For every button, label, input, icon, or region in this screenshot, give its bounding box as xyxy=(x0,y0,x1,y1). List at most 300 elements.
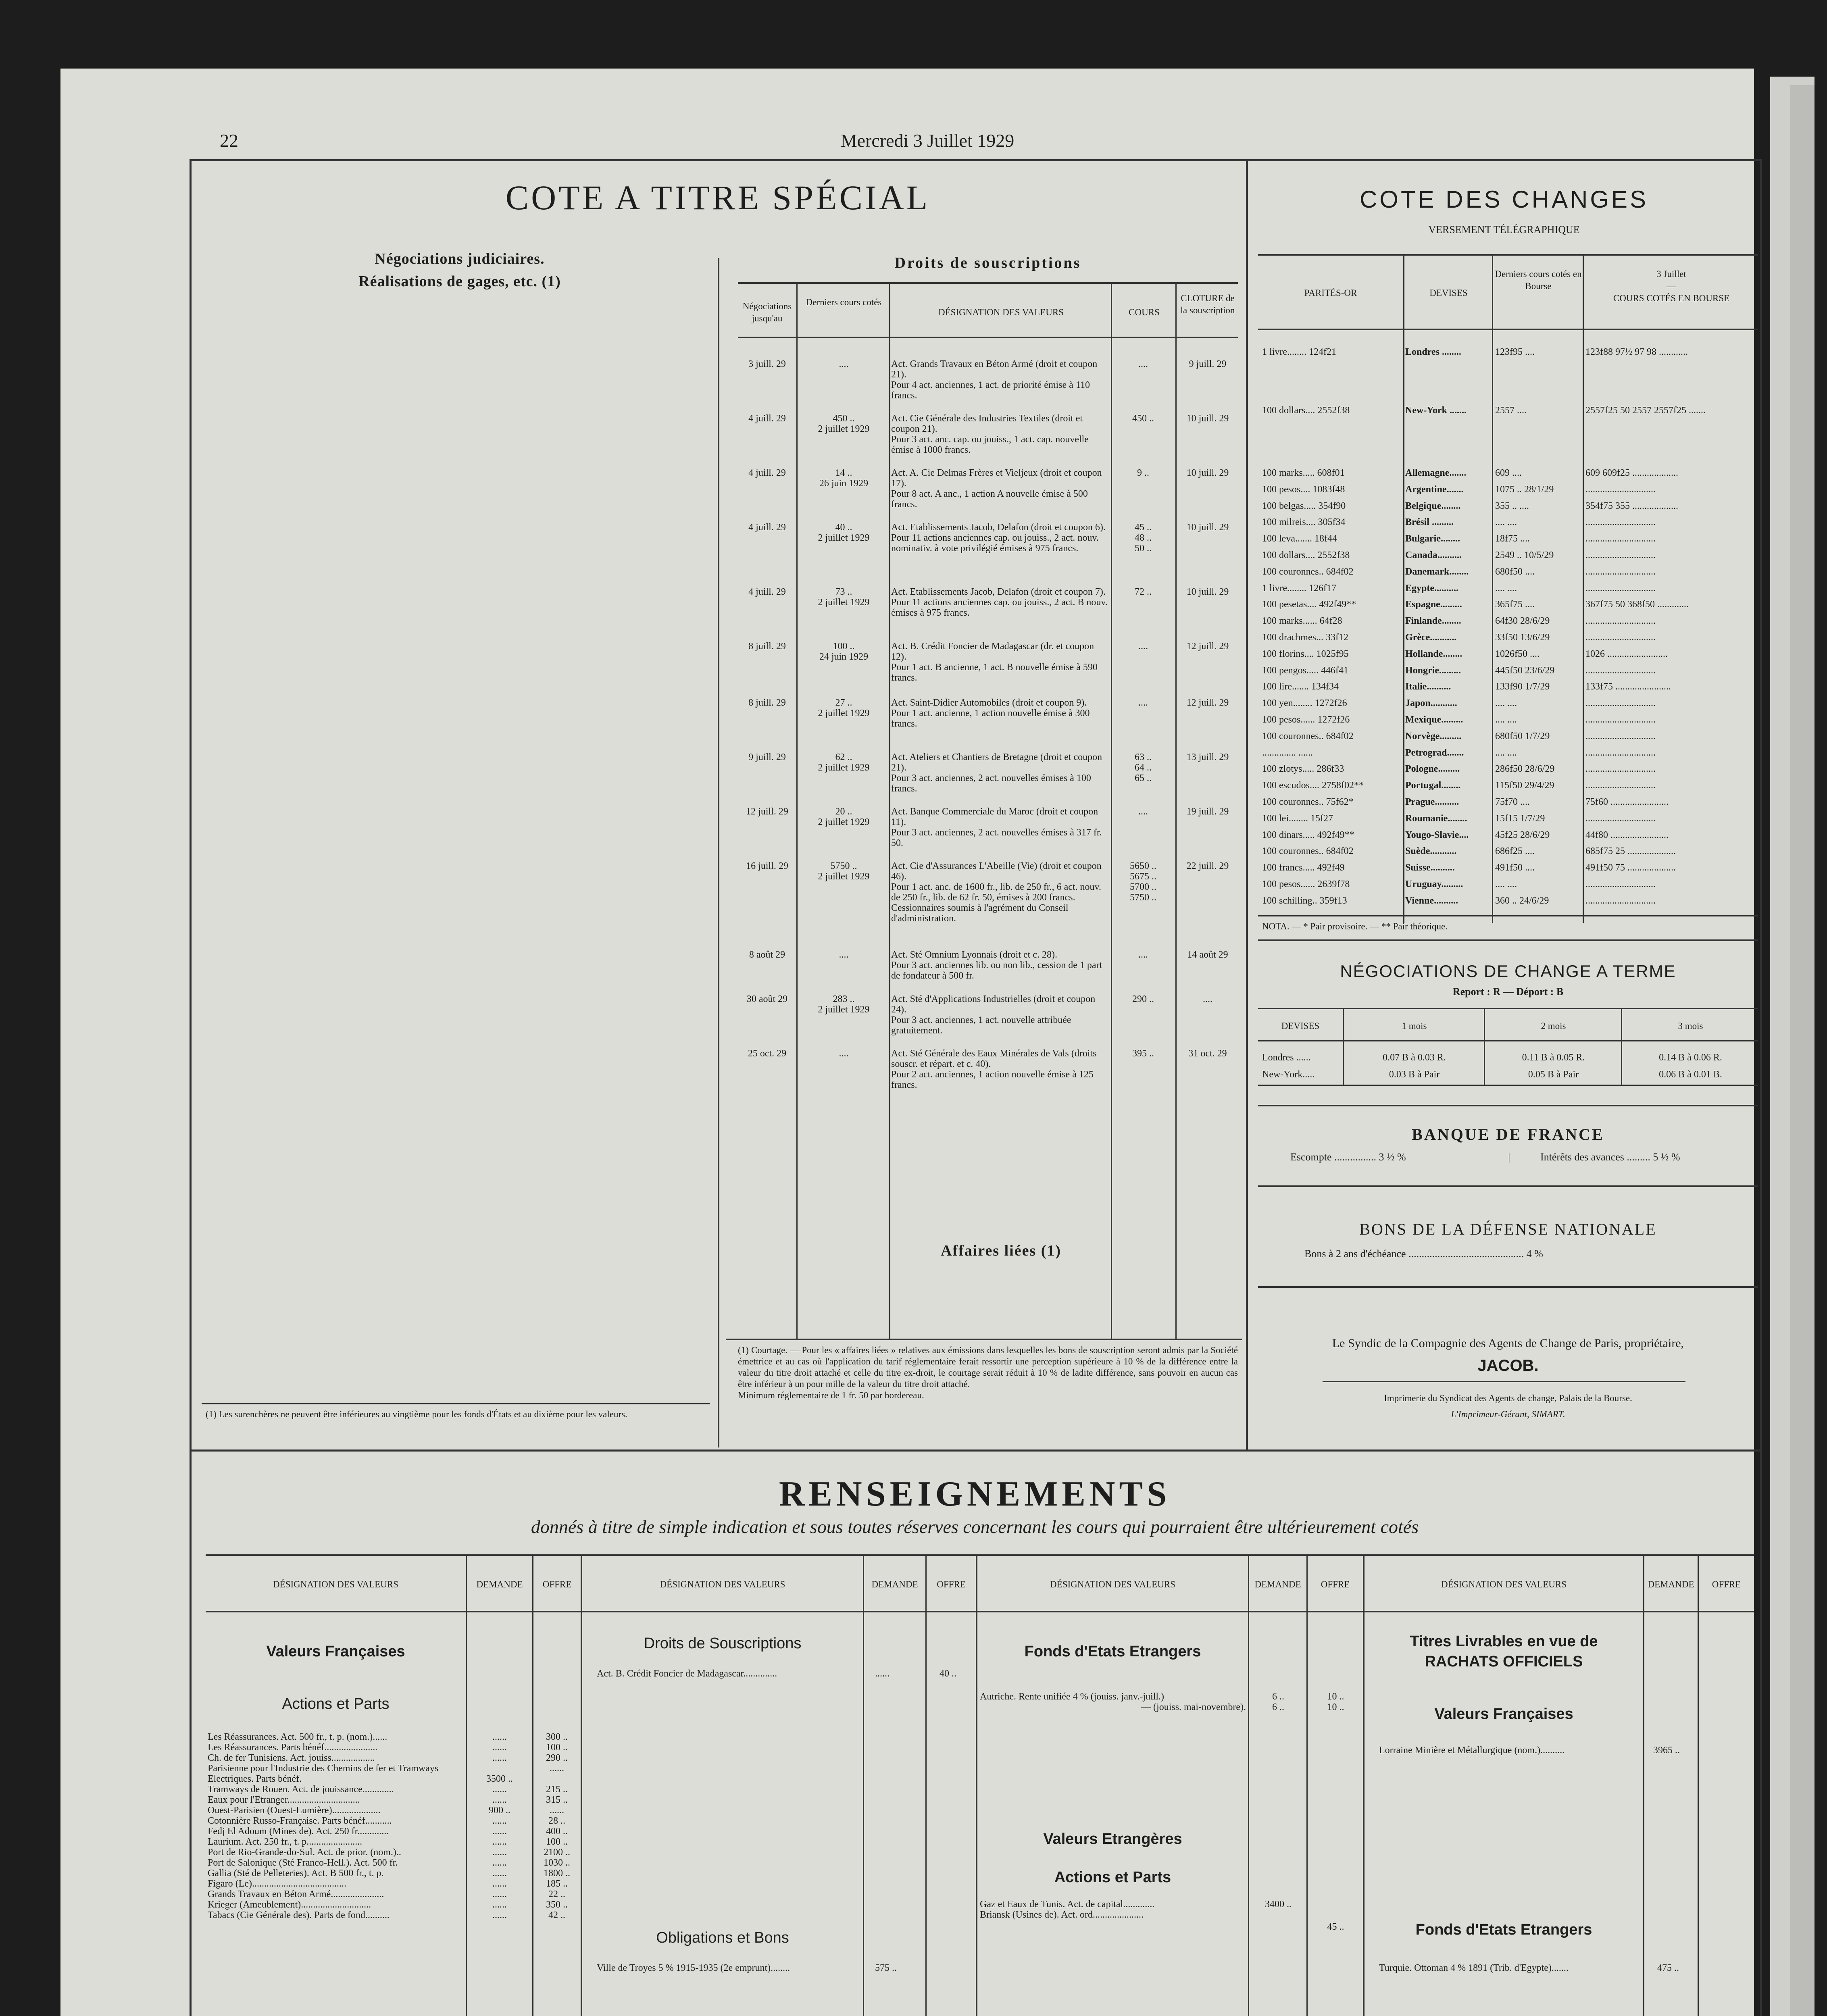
changes-row-devise: Yougo-Slavie.... xyxy=(1405,829,1469,840)
rens-col4-row2-desig: Turquie. Ottoman 4 % 1891 (Trib. d'Egypte)....... xyxy=(1379,1963,1569,1973)
rens-col1-desig: Krieger (Ameublement)............................. xyxy=(208,1899,371,1910)
sous-row-cours: 72 .. xyxy=(1135,587,1152,597)
changes-row-cours: 44f80 ........................ xyxy=(1585,829,1669,840)
changes-row-cours: ............................. xyxy=(1585,764,1656,775)
sous-row-cloture: 10 juill. 29 xyxy=(1186,468,1229,478)
rens-col2-row-demande: ...... xyxy=(875,1668,890,1679)
sous-row-cours: .... xyxy=(1138,950,1148,960)
rens-col1-demande: ...... xyxy=(492,1816,507,1826)
changes-row-devise: Espagne......... xyxy=(1405,599,1462,610)
rens-col3-desig2: Briansk (Usines de). Act. ord..................... xyxy=(980,1910,1144,1920)
changes-row-dernier: 1075 .. 28/1/29 xyxy=(1495,484,1554,495)
changes-row-parite: 100 dollars.... 2552f38 xyxy=(1262,550,1350,560)
changes-row-dernier: 355 .. .... xyxy=(1495,500,1529,511)
changes-row-devise: Allemagne....... xyxy=(1405,468,1467,478)
changes-row-parite: 100 pesos...... 1272f26 xyxy=(1262,714,1350,725)
changes-row-parite: 100 couronnes.. 684f02 xyxy=(1262,846,1354,857)
banque-interets: Intérêts des avances ......... 5 ½ % xyxy=(1540,1151,1680,1163)
rens-col4-sub2: Fonds d'Etats Etrangers xyxy=(1415,1921,1592,1938)
rens-col3-offre2: 45 .. xyxy=(1327,1922,1344,1932)
sous-row-date: 9 juill. 29 xyxy=(748,752,786,762)
terme-rule-top xyxy=(1258,939,1758,941)
rens-line-8 xyxy=(1306,1554,1308,2016)
rens-col1-offre: 315 .. xyxy=(546,1795,568,1805)
rens-col1-offre: 215 .. xyxy=(546,1784,568,1795)
terme-row-devise: New-York..... xyxy=(1262,1069,1315,1080)
sous-row-cours: 395 .. xyxy=(1132,1048,1154,1059)
changes-row-cours: 1026 ......................... xyxy=(1585,648,1668,659)
rens-col1-offre: 22 .. xyxy=(548,1889,565,1899)
rens-col1-offre: 1800 .. xyxy=(544,1868,570,1879)
changes-row-cours: ............................. xyxy=(1585,616,1656,627)
changes-row-cours: ............................. xyxy=(1585,517,1656,528)
rens-col3-demande2: 3400 .. xyxy=(1265,1899,1292,1910)
changes-row-dernier: 45f25 28/6/29 xyxy=(1495,829,1550,840)
negociations-label: Négociations judiciaires. xyxy=(375,250,545,267)
sous-row-dernier: 450 .. 2 juillet 1929 xyxy=(818,413,870,434)
rens-col1-demande: ...... xyxy=(492,1732,507,1742)
divider-horizontal xyxy=(190,1450,1760,1452)
rens-h3-demande: DEMANDE xyxy=(1254,1579,1301,1589)
changes-row-dernier: 445f50 23/6/29 xyxy=(1495,665,1555,676)
changes-row-devise: Italie.......... xyxy=(1405,681,1451,692)
rens-col1-desig: Les Réassurances. Act. 500 fr., t. p. (nom.)...... xyxy=(208,1732,387,1742)
changes-row-devise: Argentine....... xyxy=(1405,484,1464,495)
changes-row-cours: ............................. xyxy=(1585,731,1656,741)
rens-col3-offre: 10 .. xyxy=(1327,1691,1344,1702)
terme-col-line-3 xyxy=(1621,1008,1622,1085)
rens-col4-section-b: RACHATS OFFICIELS xyxy=(1425,1653,1583,1670)
changes-row-dernier: 18f75 .... xyxy=(1495,533,1530,544)
changes-row-devise: Londres ........ xyxy=(1405,347,1461,357)
rens-col3-offre: 10 .. xyxy=(1327,1702,1344,1712)
changes-row-cours: ............................. xyxy=(1585,813,1656,824)
nota-rule xyxy=(1258,915,1758,916)
rens-col1-desig: Port de Rio-Grande-do-Sul. Act. de prior. (nom.).. xyxy=(208,1847,401,1858)
sous-row-cours: 45 .. 48 .. 50 .. xyxy=(1135,522,1152,554)
sous-row-dernier: 100 .. 24 juin 1929 xyxy=(819,641,869,662)
rens-col4-section-a: Titres Livrables en vue de xyxy=(1410,1633,1598,1650)
rens-col1-demande: ...... xyxy=(492,1858,507,1868)
terme-header-2mois: 2 mois xyxy=(1541,1021,1566,1031)
gerant-line: L'Imprimeur-Gérant, SIMART. xyxy=(1451,1409,1565,1419)
sous-row-designation: Act. B. Crédit Foncier de Madagascar (dr. et coupon 12). Pour 1 act. B ancienne, 1 act. B nouvelle émise à 590 francs. xyxy=(891,641,1098,683)
changes-row-devise: Petrograd....... xyxy=(1405,747,1464,758)
changes-row-devise: Brésil ......... xyxy=(1405,517,1454,528)
sous-row-cloture: 22 juill. 29 xyxy=(1186,861,1229,871)
rens-rule-top xyxy=(206,1554,1754,1556)
changes-row-devise: Prague.......... xyxy=(1405,797,1459,807)
rens-col3-desig: Autriche. Rente unifiée 4 % (jouiss. janv.-juill.) xyxy=(980,1691,1164,1702)
sous-row-dernier: 5750 .. 2 juillet 1929 xyxy=(818,861,870,882)
rens-col1-demande: ...... xyxy=(492,1847,507,1858)
sous-row-date: 4 juill. 29 xyxy=(748,587,786,597)
rens-col1-desig: Ouest-Parisien (Ouest-Lumière).................... xyxy=(208,1805,381,1816)
sous-row-cours: 5650 .. 5675 .. 5700 .. 5750 .. xyxy=(1130,861,1156,903)
rens-col1-demande: ...... xyxy=(492,1889,507,1899)
changes-row-parite: 100 milreis.... 305f34 xyxy=(1262,517,1346,528)
rens-col1-demande: ...... xyxy=(492,1826,507,1837)
changes-row-cours: ............................. xyxy=(1585,566,1656,577)
terme-header-3mois: 3 mois xyxy=(1678,1021,1703,1031)
realisations-label: Réalisations de gages, etc. (1) xyxy=(358,273,561,290)
sous-row-date: 8 juill. 29 xyxy=(748,641,786,652)
sous-row-cloture: 10 juill. 29 xyxy=(1186,587,1229,597)
rens-col1-offre: 100 .. xyxy=(546,1837,568,1847)
divider-vertical-left xyxy=(718,258,719,1447)
sous-row-date: 25 oct. 29 xyxy=(748,1048,787,1059)
sous-row-date: 8 juill. 29 xyxy=(748,698,786,708)
rens-col1-offre: 28 .. xyxy=(548,1816,565,1826)
changes-row-cours: 354f75 355 ................... xyxy=(1585,500,1678,511)
rens-col1-sub: Actions et Parts xyxy=(282,1695,390,1712)
changes-title: COTE DES CHANGES xyxy=(1359,186,1649,213)
rens-h4-designation: DÉSIGNATION DES VALEURS xyxy=(1441,1579,1567,1589)
sous-row-date: 4 juill. 29 xyxy=(748,468,786,478)
changes-row-parite: 100 zlotys..... 286f33 xyxy=(1262,764,1344,775)
rens-col1-desig: Eaux pour l'Etranger.............................. xyxy=(208,1795,360,1805)
rens-h1-demande: DEMANDE xyxy=(476,1579,523,1589)
changes-row-dernier: 1026f50 .... xyxy=(1495,648,1540,659)
sous-row-cloture: 10 juill. 29 xyxy=(1186,522,1229,533)
rens-rule-head xyxy=(206,1611,1754,1612)
sous-row-designation: Act. Sté Omnium Lyonnais (droit et c. 28). Pour 3 act. anciennes lib. ou non lib., cession de 1 part de fondateur à 500 fr. xyxy=(891,950,1102,981)
rens-col1-demande: ...... xyxy=(492,1753,507,1763)
titre-special-footnote: (1) Les surenchères ne peuvent être inférieures au vingtième pour les fonds d'États et au dixième pour les valeurs. xyxy=(206,1409,627,1419)
rens-col1-demande: ...... xyxy=(492,1837,507,1847)
sous-row-cloture: 31 oct. 29 xyxy=(1188,1048,1227,1059)
changes-row-devise: Vienne.......... xyxy=(1405,895,1458,906)
rens-col1-demande: ...... xyxy=(492,1742,507,1753)
changes-col-line-3 xyxy=(1583,254,1584,923)
changes-row-devise: Egypte.......... xyxy=(1405,583,1458,594)
rens-col1-offre: 290 .. xyxy=(546,1753,568,1763)
changes-row-devise: Canada.......... xyxy=(1405,550,1462,560)
rens-col1-desig: Fedj El Adoum (Mines de). Act. 250 fr............. xyxy=(208,1826,389,1837)
sous-row-date: 4 juill. 29 xyxy=(748,522,786,533)
changes-row-parite: 100 pesetas.... 492f49** xyxy=(1262,599,1356,610)
rens-col1-offre: ...... xyxy=(550,1763,564,1774)
rens-col1-offre: 400 .. xyxy=(546,1826,568,1837)
rens-col1-offre: 350 .. xyxy=(546,1899,568,1910)
sous-header-derniers: Derniers cours cotés xyxy=(806,297,882,307)
changes-row-cours: ............................. xyxy=(1585,550,1656,560)
changes-row-dernier: 491f50 .... xyxy=(1495,862,1535,873)
terme-col-line-2 xyxy=(1484,1008,1485,1085)
changes-row-devise: Portugal........ xyxy=(1405,780,1461,791)
changes-row-dernier: 286f50 28/6/29 xyxy=(1495,764,1555,775)
syndic-name: JACOB. xyxy=(1477,1357,1539,1375)
affaires-liees-label: Affaires liées (1) xyxy=(940,1242,1062,1259)
changes-row-devise: Suède........... xyxy=(1405,846,1457,857)
changes-row-parite: 100 couronnes.. 684f02 xyxy=(1262,566,1354,577)
sous-row-designation: Act. Grands Travaux en Béton Armé (droit et coupon 21). Pour 4 act. anciennes, 1 act. de priorité émise à 110 francs. xyxy=(891,359,1098,401)
terme-row-2mois: 0.05 B à Pair xyxy=(1528,1069,1579,1080)
sous-row-cours: 290 .. xyxy=(1132,994,1154,1004)
bons-title: BONS DE LA DÉFENSE NATIONALE xyxy=(1359,1220,1657,1238)
changes-row-devise: Finlande........ xyxy=(1405,616,1461,627)
terme-col-line-1 xyxy=(1343,1008,1344,1085)
rens-h2-demande: DEMANDE xyxy=(871,1579,918,1589)
changes-row-parite: 1 livre........ 124f21 xyxy=(1262,347,1336,357)
changes-row-parite: 100 yen........ 1272f26 xyxy=(1262,698,1347,709)
changes-row-parite: 100 pesos.... 1083f48 xyxy=(1262,484,1345,495)
changes-row-parite: .............. ...... xyxy=(1262,747,1313,758)
renseignements-title: RENSEIGNEMENTS xyxy=(779,1475,1171,1514)
imprimerie-line: Imprimerie du Syndicat des Agents de change, Palais de la Bourse. xyxy=(1384,1393,1632,1403)
changes-row-devise: Belgique........ xyxy=(1405,500,1461,511)
terme-header-1mois: 1 mois xyxy=(1402,1021,1427,1031)
sous-header-cours: COURS xyxy=(1129,307,1160,317)
changes-row-dernier: .... .... xyxy=(1495,517,1517,528)
changes-row-dernier: .... .... xyxy=(1495,698,1517,709)
terme-row-3mois: 0.14 B à 0.06 R. xyxy=(1659,1052,1722,1063)
changes-row-parite: 100 francs..... 492f49 xyxy=(1262,862,1345,873)
rens-col1-desig: Laurium. Act. 250 fr., t. p....................... xyxy=(208,1837,362,1847)
changes-row-dernier: .... .... xyxy=(1495,747,1517,758)
sous-row-cloture: 12 juill. 29 xyxy=(1186,698,1229,708)
changes-row-devise: Roumanie........ xyxy=(1405,813,1467,824)
changes-row-cours: ............................. xyxy=(1585,780,1656,791)
changes-row-dernier: 64f30 28/6/29 xyxy=(1495,616,1550,627)
changes-subtitle: VERSEMENT TÉLÉGRAPHIQUE xyxy=(1428,224,1580,235)
changes-row-cours: 123f88 97½ 97 98 ............ xyxy=(1585,347,1688,357)
changes-row-devise: Danemark........ xyxy=(1405,566,1469,577)
changes-row-parite: 100 couronnes.. 75f62* xyxy=(1262,797,1354,807)
rens-col1-offre: 185 .. xyxy=(546,1879,568,1889)
rens-line-2 xyxy=(532,1554,533,2016)
changes-col-line-2 xyxy=(1492,254,1493,923)
rens-line-5 xyxy=(925,1554,927,2016)
souscriptions-title: Droits de souscriptions xyxy=(894,254,1081,271)
rens-col1-demande: ...... xyxy=(492,1868,507,1879)
changes-row-cours: ............................. xyxy=(1585,879,1656,889)
sous-row-dernier: 40 .. 2 juillet 1929 xyxy=(818,522,870,543)
rens-col1-desig: Gallia (Sté de Pelleteries). Act. B 500 fr., t. p. xyxy=(208,1868,384,1879)
changes-row-devise: Mexique......... xyxy=(1405,714,1463,725)
sous-row-dernier: 20 .. 2 juillet 1929 xyxy=(818,806,870,827)
changes-row-dernier: 115f50 29/4/29 xyxy=(1495,780,1554,791)
changes-row-cours: 2557f25 50 2557 2557f25 ....... xyxy=(1585,405,1706,416)
rens-col1-offre: 2100 .. xyxy=(544,1847,570,1858)
changes-row-cours: ............................. xyxy=(1585,632,1656,643)
rens-line-7 xyxy=(1248,1554,1249,2016)
terme-row-devise: Londres ...... xyxy=(1262,1052,1311,1063)
changes-row-cours: 609 609f25 ................... xyxy=(1585,468,1678,478)
sous-row-designation: Act. Ateliers et Chantiers de Bretagne (droit et coupon 21). Pour 3 act. anciennes, 2 act. nouvelles émises à 100 francs. xyxy=(891,752,1102,794)
rens-col3-sub2: Actions et Parts xyxy=(1054,1869,1171,1886)
syndic-line: Le Syndic de la Compagnie des Agents de Change de Paris, propriétaire, xyxy=(1332,1337,1684,1350)
terme-subtitle: Report : R — Déport : B xyxy=(1452,986,1564,998)
rens-col1-demande: ...... xyxy=(492,1910,507,1920)
sous-col-line-2 xyxy=(889,282,890,1339)
rens-col1-section: Valeurs Françaises xyxy=(266,1643,405,1660)
sous-row-date: 30 août 29 xyxy=(746,994,788,1004)
sous-row-dernier: .... xyxy=(839,1048,849,1059)
changes-row-dernier: 365f75 .... xyxy=(1495,599,1535,610)
changes-row-dernier: 680f50 .... xyxy=(1495,566,1535,577)
rens-line-3 xyxy=(581,1554,582,2016)
syndic-rule xyxy=(1323,1381,1685,1382)
changes-row-parite: 100 pesos...... 2639f78 xyxy=(1262,879,1350,889)
terme-row-1mois: 0.03 B à Pair xyxy=(1389,1069,1440,1080)
sous-row-designation: Act. A. Cie Delmas Frères et Vieljeux (droit et coupon 17). Pour 8 act. A anc., 1 action A nouvelle émise à 500 francs. xyxy=(891,468,1102,510)
changes-row-parite: 100 lire....... 134f34 xyxy=(1262,681,1339,692)
changes-row-dernier: 2557 .... xyxy=(1495,405,1527,416)
sous-row-cloture: .... xyxy=(1203,994,1212,1004)
sous-row-designation: Act. Saint-Didier Automobiles (droit et coupon 9). Pour 1 act. ancienne, 1 action nouvelle émise à 300 francs. xyxy=(891,698,1090,729)
rens-col1-desig: Tabacs (Cie Générale des). Parts de fond.......... xyxy=(208,1910,390,1920)
rens-col1-desig: Les Réassurances. Parts bénéf...................... xyxy=(208,1742,378,1753)
changes-row-devise: Japon........... xyxy=(1405,698,1457,709)
terme-row-1mois: 0.07 B à 0.03 R. xyxy=(1383,1052,1446,1063)
changes-row-parite: 100 lei........ 15f27 xyxy=(1262,813,1333,824)
courtage-note: (1) Courtage. — Pour les « affaires liées » relatives aux émissions dans lesquelles les bons de souscription seront admis par la Société émettrice et au cas où l'application du tarif réglementaire ferait ressortir une perception supérieure à 10 % de la différence entre la valeur du titre droit attaché et celle du titre ex-droit, le courtage serait réduit à 10 % de ladite différence, sans pouvoir en aucun cas être inférieur à un pour mille de la valeur du titre droit attaché. Minimum réglementaire de 1 fr. 50 par bordereau. xyxy=(738,1345,1238,1400)
rens-col3-desig2: Gaz et Eaux de Tunis. Act. de capital............. xyxy=(980,1899,1155,1910)
changes-row-parite: 100 dinars..... 492f49** xyxy=(1262,829,1354,840)
sous-row-date: 12 juill. 29 xyxy=(746,806,788,817)
changes-row-devise: Grèce........... xyxy=(1405,632,1457,643)
terme-header-devises: DEVISES xyxy=(1281,1021,1320,1031)
changes-row-devise: New-York ....... xyxy=(1405,405,1467,416)
changes-row-parite: 100 escudos.... 2758f02** xyxy=(1262,780,1364,791)
sous-row-cours: .... xyxy=(1138,359,1148,369)
changes-row-cours: 133f75 ....................... xyxy=(1585,681,1671,692)
bons-line: Bons à 2 ans d'échéance ............................................ 4 % xyxy=(1304,1248,1543,1260)
changes-row-dernier: 133f90 1/7/29 xyxy=(1495,681,1550,692)
changes-row-dernier: 15f15 1/7/29 xyxy=(1495,813,1545,824)
rens-col1-offre: ...... xyxy=(550,1805,564,1816)
changes-row-devise: Bulgarie........ xyxy=(1405,533,1460,544)
page-date: Mercredi 3 Juillet 1929 xyxy=(840,130,1015,151)
changes-row-cours: 367f75 50 368f50 ............. xyxy=(1585,599,1689,610)
terme-row-3mois: 0.06 B à 0.01 B. xyxy=(1659,1069,1722,1080)
rens-col1-desig: Figaro (Le)....................................... xyxy=(208,1879,346,1889)
courtage-rule xyxy=(726,1339,1242,1340)
rens-h1-offre: OFFRE xyxy=(542,1579,572,1589)
sous-row-cours: .... xyxy=(1138,641,1148,652)
rens-col2-section: Droits de Souscriptions xyxy=(644,1635,802,1652)
changes-row-dernier: 360 .. 24/6/29 xyxy=(1495,895,1549,906)
rens-col2-row-desig: Act. B. Crédit Foncier de Madagascar.............. xyxy=(597,1668,777,1679)
rens-col3-section2: Valeurs Etrangères xyxy=(1043,1831,1182,1847)
rens-h4-offre: OFFRE xyxy=(1712,1579,1741,1589)
changes-row-dernier: 686f25 .... xyxy=(1495,846,1535,857)
rens-col4-row1-desig: Lorraine Minière et Métallurgique (nom.).......... xyxy=(1379,1745,1565,1756)
sous-row-designation: Act. Sté Générale des Eaux Minérales de Vals (droits souscr. et répart. et c. 40). Pour 2 act. anciennes, 1 action nouvelle émise à 125 francs. xyxy=(891,1048,1097,1090)
sous-row-designation: Act. Etablissements Jacob, Delafon (droit et coupon 7). Pour 11 actions anciennes cap. ou jouiss., 2 act. B nouv. émises à 975 francs. xyxy=(891,587,1108,618)
changes-rule-top xyxy=(1258,254,1758,256)
rens-h2-offre: OFFRE xyxy=(937,1579,966,1589)
sous-row-dernier: 283 .. 2 juillet 1929 xyxy=(818,994,870,1015)
changes-row-cours: ............................. xyxy=(1585,484,1656,495)
changes-row-devise: Hollande........ xyxy=(1405,648,1462,659)
changes-row-dernier: 75f70 .... xyxy=(1495,797,1530,807)
rens-col4-row2-demande: 475 .. xyxy=(1657,1963,1679,1973)
sous-row-cours: .... xyxy=(1138,806,1148,817)
changes-row-cours: 685f75 25 .................... xyxy=(1585,846,1676,857)
changes-row-parite: 100 dollars.... 2552f38 xyxy=(1262,405,1350,416)
rens-col1-desig: Parisienne pour l'Industrie des Chemins de fer et Tramways Electriques. Parts bénéf. xyxy=(208,1763,439,1784)
sous-row-dernier: .... xyxy=(839,359,849,369)
changes-header-devises: DEVISES xyxy=(1429,288,1468,298)
rens-col3-section: Fonds d'Etats Etrangers xyxy=(1024,1643,1201,1660)
rens-col1-offre: 42 .. xyxy=(548,1910,565,1920)
rens-line-10 xyxy=(1643,1554,1644,2016)
terme-row-2mois: 0.11 B à 0.05 R. xyxy=(1522,1052,1585,1063)
rens-h4-demande: DEMANDE xyxy=(1648,1579,1694,1589)
souscriptions-rule-top xyxy=(738,282,1238,284)
changes-rule-head xyxy=(1258,329,1758,330)
rens-line-6 xyxy=(976,1554,977,2016)
changes-row-cours: 75f60 ........................ xyxy=(1585,797,1669,807)
rens-line-11 xyxy=(1698,1554,1699,2016)
rens-col1-offre: 100 .. xyxy=(546,1742,568,1753)
rens-col1-demande: 900 .. xyxy=(489,1805,510,1816)
changes-row-cours: ............................. xyxy=(1585,895,1656,906)
bons-rule-top xyxy=(1258,1185,1758,1187)
banque-escompte: Escompte ................ 3 ½ % xyxy=(1290,1151,1406,1163)
sous-header-negociations: Négociations jusqu'au xyxy=(742,301,792,323)
sous-row-date: 8 août 29 xyxy=(749,950,785,960)
changes-row-parite: 100 schilling.. 359f13 xyxy=(1262,895,1347,906)
changes-row-devise: Uruguay......... xyxy=(1405,879,1463,889)
changes-row-cours: ............................. xyxy=(1585,533,1656,544)
changes-row-dernier: .... .... xyxy=(1495,879,1517,889)
changes-row-parite: 100 marks..... 608f01 xyxy=(1262,468,1345,478)
terme-title: NÉGOCIATIONS DE CHANGE A TERME xyxy=(1340,962,1676,981)
banque-title: BANQUE DE FRANCE xyxy=(1412,1125,1604,1143)
rens-col1-demande: ...... xyxy=(492,1899,507,1910)
changes-row-parite: 100 pengos..... 446f41 xyxy=(1262,665,1348,676)
sous-col-line-4 xyxy=(1175,282,1177,1339)
sous-row-dernier: 27 .. 2 juillet 1929 xyxy=(818,698,870,719)
sous-row-dernier: 62 .. 2 juillet 1929 xyxy=(818,752,870,773)
terme-rule-bottom xyxy=(1258,1085,1758,1086)
changes-row-dernier: 680f50 1/7/29 xyxy=(1495,731,1550,741)
changes-header-cours: 3 Juillet — COURS COTÉS EN BOURSE xyxy=(1613,269,1730,303)
rens-col4-sub1: Valeurs Françaises xyxy=(1434,1706,1573,1722)
sous-row-cours: .... xyxy=(1138,698,1148,708)
changes-row-dernier: .... .... xyxy=(1495,583,1517,594)
rens-col3-demande: 6 .. xyxy=(1272,1702,1284,1712)
rens-col3-desig: — (jouiss. mai-novembre). xyxy=(1141,1702,1246,1712)
sous-row-cours: 9 .. xyxy=(1137,468,1149,478)
changes-row-parite: 100 leva....... 18f44 xyxy=(1262,533,1337,544)
rens-h2-designation: DÉSIGNATION DES VALEURS xyxy=(660,1579,785,1589)
changes-row-devise: Norvège......... xyxy=(1405,731,1462,741)
changes-row-devise: Pologne......... xyxy=(1405,764,1460,775)
bons-rule-bottom xyxy=(1258,1286,1758,1288)
changes-row-cours: ............................. xyxy=(1585,747,1656,758)
changes-row-parite: 1 livre........ 126f17 xyxy=(1262,583,1336,594)
rens-col4-row1-demande: 3965 .. xyxy=(1653,1745,1680,1756)
terme-rule-head2 xyxy=(1258,1040,1758,1041)
titre-special-title: COTE A TITRE SPÉCIAL xyxy=(505,178,930,217)
changes-row-cours: ............................. xyxy=(1585,583,1656,594)
page-number: 22 xyxy=(220,130,238,151)
changes-row-devise: Hongrie......... xyxy=(1405,665,1461,676)
rens-col1-desig: Tramways de Rouen. Act. de jouissance............. xyxy=(208,1784,394,1795)
sous-row-designation: Act. Banque Commerciale du Maroc (droit et coupon 11). Pour 3 act. anciennes, 2 act. nouvelles émises à 317 fr. 50. xyxy=(891,806,1102,848)
sous-row-cloture: 12 juill. 29 xyxy=(1186,641,1229,652)
sous-row-cloture: 10 juill. 29 xyxy=(1186,413,1229,424)
sous-row-designation: Act. Etablissements Jacob, Delafon (droit et coupon 6). Pour 11 actions anciennes cap. ou jouiss., 2 act. nouv. nominativ. à vote privilégié émises à 975 francs. xyxy=(891,522,1106,554)
changes-col-line-1 xyxy=(1403,254,1404,923)
sous-row-designation: Act. Cie Générale des Industries Textiles (droit et coupon 21). Pour 3 act. anc. cap. ou jouiss., 1 act. cap. nouvelle émise à 1000 francs. xyxy=(891,413,1089,455)
changes-row-dernier: 33f50 13/6/29 xyxy=(1495,632,1550,643)
changes-row-dernier: 2549 .. 10/5/29 xyxy=(1495,550,1554,560)
